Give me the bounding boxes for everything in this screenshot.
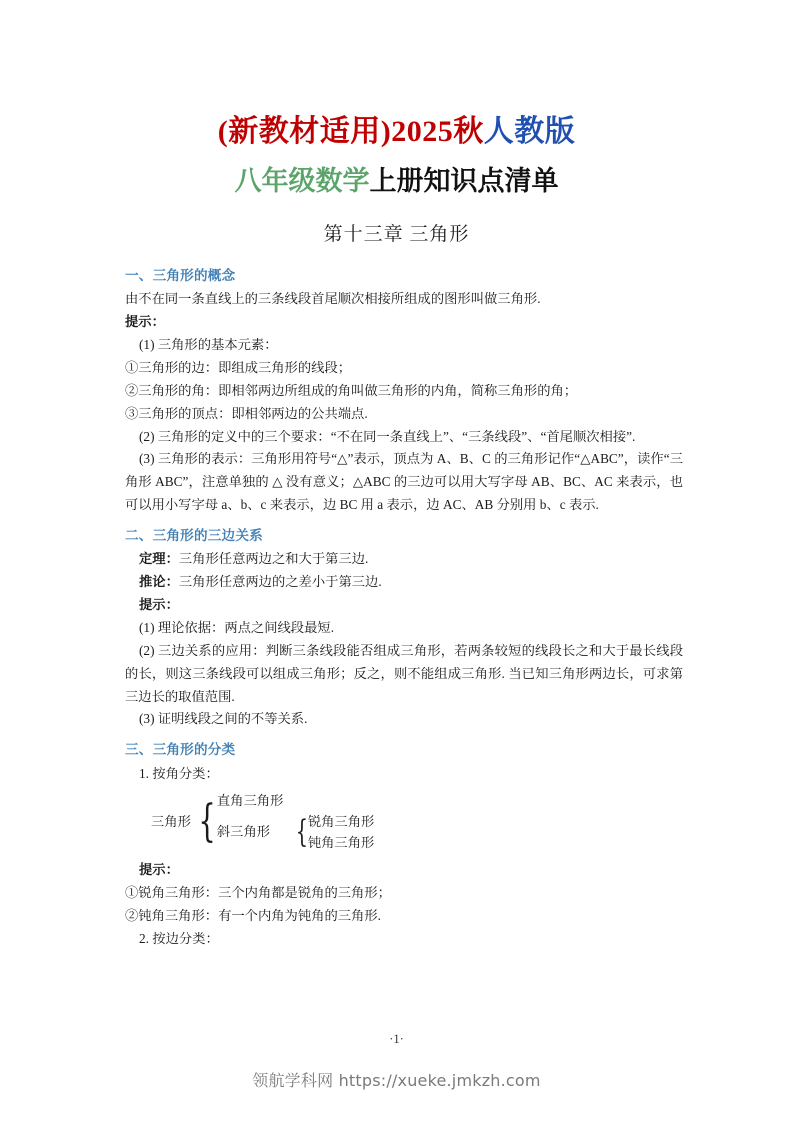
label-theorem: 定理： <box>139 551 179 567</box>
paragraph: ②钝角三角形：有一个内角为钝角的三角形. <box>125 908 381 923</box>
tree-subbranch-group <box>308 812 374 853</box>
paragraph-triangle-notation: (3) 三角形的表示：三角形用符号“△”表示，顶点为 A、B、C 的三角形记作“△ABC”，读作“三角形 ABC”，注意单独的 △ 没有意义；△ABC 的三边可以用大写字母 AB、BC、AC 来表示，也可以用小写字母 a、b、c 来表示，边 BC 用 a 表示，边 AC、AB 分别用 b、c 表示. <box>125 451 683 513</box>
paragraph-corollary <box>125 571 683 594</box>
document-title-block <box>0 112 793 201</box>
chapter-heading: 第十三章 三角形 <box>323 224 470 245</box>
brace-outer-icon: { <box>198 796 216 847</box>
section-heading-1: 一、三角形的概念 <box>125 268 236 283</box>
tree-label-oblique-triangle: 斜三角形 <box>216 824 271 840</box>
tree-label-right-triangle: 直角三角形 <box>216 793 284 809</box>
paragraph-theorem <box>125 548 683 571</box>
section-heading-2: 二、三角形的三边关系 <box>125 527 263 543</box>
tree-row <box>217 812 374 853</box>
title-segment-black: 上册知识点清单 <box>369 165 559 196</box>
paragraph: ②三角形的角：即相邻两边所组成的角叫做三角形的内角，简称三角形的角； <box>125 382 578 398</box>
title-segment-blue: 人教版 <box>483 115 576 148</box>
title-line-2 <box>0 161 793 202</box>
paragraph: ①锐角三角形：三个内角都是锐角的三角形； <box>125 885 391 901</box>
document-body <box>125 264 683 951</box>
paragraph: 1. 按角分类： <box>139 765 219 781</box>
title-segment-red: (新教材适用)2025秋 <box>217 115 484 148</box>
site-watermark: 领航学科网 https://xueke.jmkzh.com <box>252 1071 541 1090</box>
paragraph: (3) 证明线段之间的不等关系. <box>139 711 308 727</box>
paragraph-label-tip: 提示： <box>139 597 179 613</box>
corollary-text: 三角形任意两边的之差小于第三边. <box>178 574 382 590</box>
tree-root-label: 三角形 <box>151 814 191 830</box>
tree-branch-group <box>217 791 374 853</box>
paragraph: ③三角形的顶点：即相邻两边的公共端点. <box>125 405 368 421</box>
paragraph: ①三角形的边：即组成三角形的线段； <box>125 359 352 375</box>
paragraph-label-tip: 提示： <box>125 314 165 330</box>
title-segment-green: 八年级数学 <box>234 165 370 196</box>
triangle-classification-diagram <box>151 791 683 853</box>
paragraph: (1) 理论依据：两点之间线段最短. <box>139 619 335 635</box>
section-heading-3: 三、三角形的分类 <box>125 742 236 758</box>
tree-label-obtuse-triangle: 钝角三角形 <box>307 834 375 850</box>
paragraph: (2) 三角形的定义中的三个要求：“不在同一条直线上”、“三条线段”、“首尾顺次相接”. <box>139 428 636 444</box>
page-number: ·1· <box>389 1032 404 1046</box>
tree-row <box>217 791 374 812</box>
label-corollary: 推论： <box>139 574 179 590</box>
paragraph: 由不在同一条直线上的三条线段首尾顺次相接所组成的图形叫做三角形. <box>125 291 541 307</box>
tree-label-acute-triangle: 锐角三角形 <box>307 814 375 830</box>
brace-inner-icon: { <box>295 813 309 850</box>
theorem-text: 三角形任意两边之和大于第三边. <box>178 551 369 567</box>
paragraph: (2) 三边关系的应用：判断三条线段能否组成三角形，若两条较短的线段长之和大于最长线段的长，则这三条线段可以组成三角形；反之，则不能组成三角形. 当已知三角形两边长，可求第三边长的取值范围. <box>125 642 683 704</box>
paragraph: 2. 按边分类： <box>139 930 219 946</box>
paragraph-label-tip: 提示： <box>139 862 179 878</box>
title-line-1 <box>0 112 793 153</box>
paragraph: (1) 三角形的基本元素： <box>139 337 278 353</box>
